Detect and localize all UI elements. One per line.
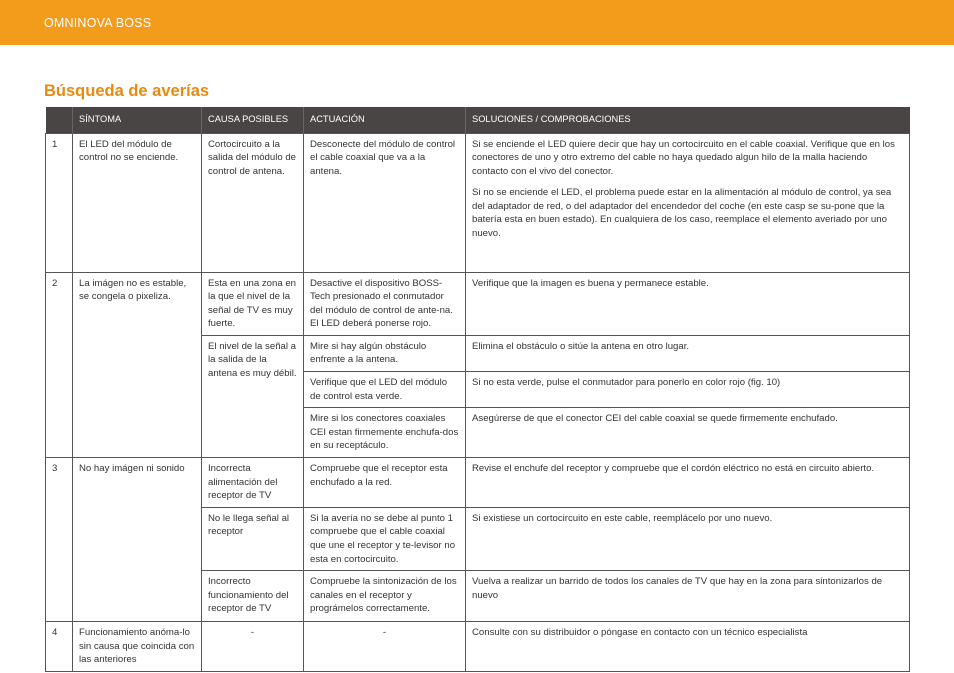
header-sintoma: SÍNTOMA [73,107,202,133]
cell-solucion: Elimina el obstáculo o sitúe la antena en otro lugar. [466,335,910,371]
cell-solucion: Vuelva a realizar un barrido de todos los canales de TV que hay en la zona para sintonizarlos de nuevo [466,571,910,622]
row-number: 1 [46,133,73,272]
page-title: Búsqueda de averías [44,82,210,100]
cell-actuacion: Compruebe que el receptor esta enchufado a la red. [304,458,466,508]
header-causa: CAUSA POSIBLES [202,107,304,133]
cell-sintoma: El LED del módulo de control no se enciende. [73,133,202,272]
cell-actuacion: Verifique que el LED del módulo de control esta verde. [304,372,466,408]
row-number: 4 [46,622,73,672]
cell-actuacion: Si la avería no se debe al punto 1 compruebe que el cable coaxial que une el receptor y te-levisor no esta en cortocircuito. [304,507,466,570]
cell-actuacion: Compruebe la sintonización de los canales en el receptor y prográmelos correctamente. [304,571,466,622]
cell-actuacion: Desconecte del módulo de control el cable coaxial que va a la antena. [304,133,466,272]
cell-sintoma: No hay imágen ni sonido [73,458,202,622]
table-header-row [46,107,910,133]
header-soluciones: SOLUCIONES / COMPROBACIONES [466,107,910,133]
cell-actuacion: Mire si los conectores coaxiales CEI estan firmemente enchufa-dos en su receptáculo. [304,408,466,458]
cell-causa: - [202,622,304,672]
cell-causa: Incorrecta alimentación del receptor de TV [202,458,304,508]
cell-solucion [466,133,910,272]
cell-solucion: Si existiese un cortocircuito en este cable, reemplácelo por uno nuevo. [466,507,910,570]
cell-solucion: Verifique que la imagen es buena y permanece estable. [466,272,910,335]
solucion-paragraph: Si se enciende el LED quiere decir que hay un cortocircuito en el cable coaxial. Verifique que en los conectores de uno y otro extremo del cable no haya quedado algun hilo de la malla haciendo contacto con el vivo del conector. [472,138,895,177]
header-bar [0,0,954,45]
cell-actuacion: Desactive el dispositivo BOSS-Tech presionado el conmutador del módulo de control de ante-na. El LED deberá ponerse rojo. [304,272,466,335]
header-num [46,107,73,133]
table-row [46,458,910,508]
cell-causa: Cortocircuito a la salida del módulo de control de antena. [202,133,304,272]
table-row [46,622,910,672]
cell-causa: No le llega señal al receptor [202,507,304,570]
header-title: OMNINOVA BOSS [44,16,152,30]
cell-causa: Incorrecto funcionamiento del receptor de TV [202,571,304,622]
table-row [46,133,910,272]
cell-sintoma: La imágen no es estable, se congela o pixeliza. [73,272,202,458]
cell-actuacion: Mire si hay algún obstáculo enfrente a la antena. [304,335,466,371]
table-row [46,272,910,335]
cell-causa: Esta en una zona en la que el nivel de la señal de TV es muy fuerte. [202,272,304,335]
cell-sintoma: Funcionamiento anóma-lo sin causa que coincida con las anteriores [73,622,202,672]
header-actuacion: ACTUACIÓN [304,107,466,133]
cell-actuacion: - [304,622,466,672]
cell-solucion: Asegúrerse de que el conector CEI del cable coaxial se quede firmemente enchufado. [466,408,910,458]
cell-causa: El nivel de la señal a la salida de la antena es muy débil. [202,335,304,457]
cell-solucion: Revise el enchufe del receptor y compruebe que el cordón eléctrico no está en circuito abierto. [466,458,910,508]
cell-solucion: Si no esta verde, pulse el conmutador para ponerlo en color rojo (fig. 10) [466,372,910,408]
row-number: 3 [46,458,73,622]
row-number: 2 [46,272,73,458]
troubleshooting-table [45,107,910,672]
cell-solucion: Consulte con su distribuidor o póngase en contacto con un técnico especialista [466,622,910,672]
solucion-paragraph: Si no se enciende el LED, el problema puede estar en la alimentación al módulo de control, ya sea del adaptador de red, o del adaptador del encendedor del coche (en este casp se su-pone que la batería esta en buen estado). En cualquiera de los caso, reemplace el elemento averiado por uno nuevo. [472,187,892,240]
